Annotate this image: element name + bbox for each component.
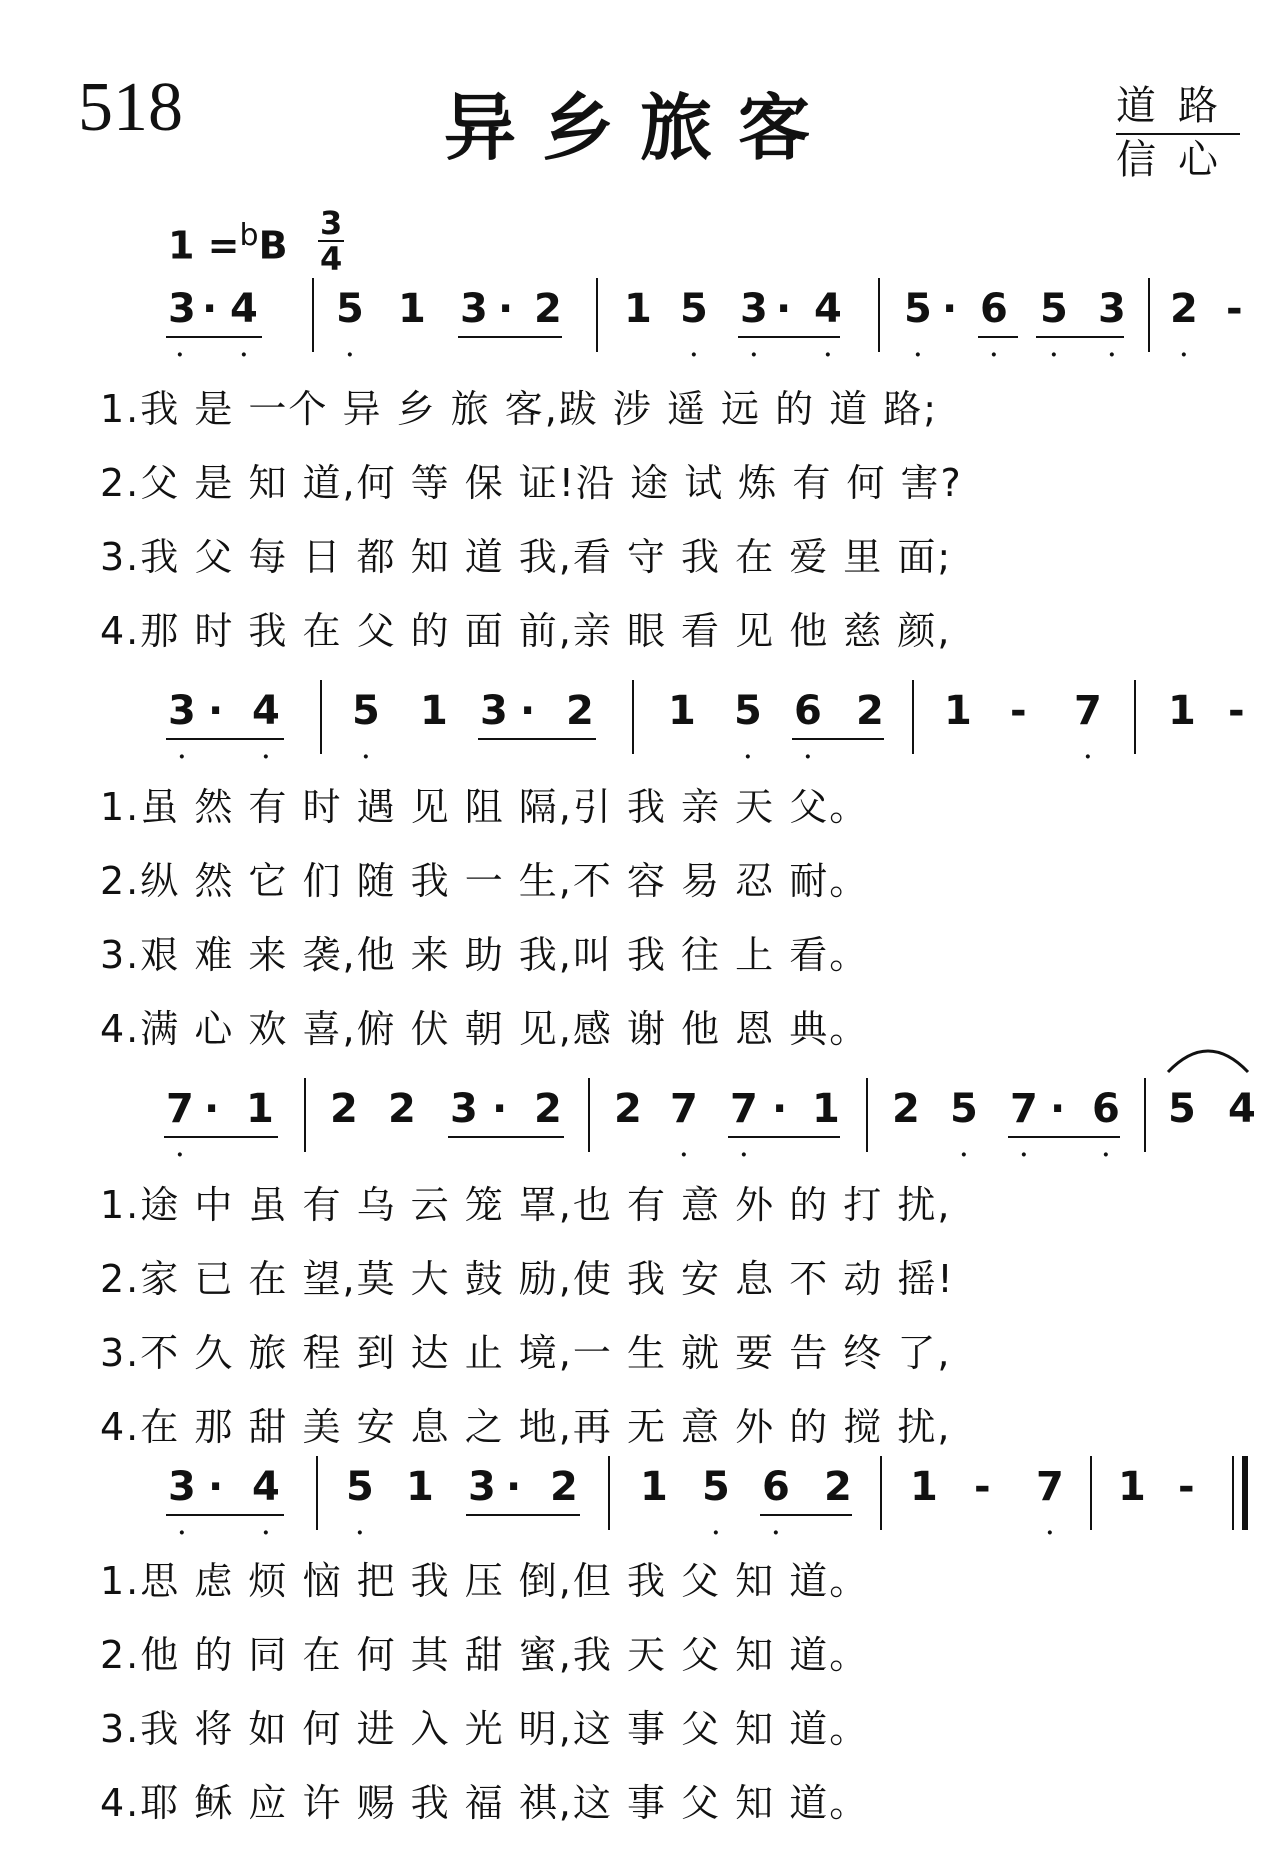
octave-dot: · <box>914 342 922 368</box>
flat-sign: b <box>239 218 259 253</box>
dash-mark: - <box>1226 286 1243 332</box>
verse-1-1: 1.我 是 一个 异 乡 旅 客,跋 涉 遥 远 的 道 路; <box>100 387 939 431</box>
beam-line <box>478 738 596 740</box>
note-number: 2 <box>534 286 562 332</box>
octave-dot: · <box>178 744 186 770</box>
note-number: 1 <box>398 286 426 332</box>
octave-dot: · <box>804 744 812 770</box>
note-number: 2 <box>550 1464 578 1510</box>
bar-line <box>878 278 880 352</box>
note-number: 6 <box>1092 1086 1120 1132</box>
hymn-number: 518 <box>78 69 183 146</box>
category-bottom: 信心 <box>1116 137 1240 183</box>
note-number: 2 <box>614 1086 642 1132</box>
verse-1-4: 4.那 时 我 在 父 的 面 前,亲 眼 看 见 他 慈 颜, <box>100 609 952 653</box>
octave-dot: · <box>744 744 752 770</box>
note-number: 5 <box>346 1464 374 1510</box>
note-number: 1 <box>944 688 972 734</box>
note-number: 3 <box>740 286 768 332</box>
note-number: 7 <box>1074 688 1102 734</box>
octave-dot: · <box>1046 1520 1054 1546</box>
verse-1-2: 2.父 是 知 道,何 等 保 证!沿 途 试 炼 有 何 害? <box>100 461 963 505</box>
note-number: 2 <box>892 1086 920 1132</box>
note-number: 5 <box>950 1086 978 1132</box>
note-number: 2 <box>388 1086 416 1132</box>
note-number: 5 <box>1040 286 1068 332</box>
dot-mark: · <box>942 286 958 332</box>
dot-mark: · <box>208 1464 224 1510</box>
bar-line <box>912 680 914 754</box>
beam-line <box>1036 336 1124 338</box>
dot-mark: · <box>772 1086 788 1132</box>
bar-line <box>596 278 598 352</box>
key-signature <box>168 218 288 268</box>
note-number: 2 <box>856 688 884 734</box>
octave-dot: · <box>176 1142 184 1168</box>
octave-dot: · <box>240 342 248 368</box>
octave-dot: · <box>750 342 758 368</box>
dash-mark: - <box>1228 688 1245 734</box>
note-number: 3 <box>1098 286 1126 332</box>
dot-mark: · <box>498 286 514 332</box>
verse-3-2: 2.家 已 在 望,莫 大 鼓 励,使 我 安 息 不 动 摇! <box>100 1257 955 1301</box>
bar-line <box>1232 1456 1234 1530</box>
note-number: 3 <box>450 1086 478 1132</box>
note-number: 3 <box>168 688 196 734</box>
note-number: 5 <box>336 286 364 332</box>
bar-line <box>1144 1078 1146 1152</box>
octave-dot: · <box>1180 342 1188 368</box>
octave-dot: · <box>262 1520 270 1546</box>
key-prefix: 1 = <box>168 223 240 268</box>
note-number: 2 <box>566 688 594 734</box>
note-number: 5 <box>702 1464 730 1510</box>
note-number: 7 <box>730 1086 758 1132</box>
note-number: 1 <box>624 286 652 332</box>
beam-line <box>164 1136 278 1138</box>
dot-mark: · <box>202 286 218 332</box>
dash-mark: - <box>974 1464 991 1510</box>
verse-4-4: 4.耶 稣 应 许 赐 我 福 祺,这 事 父 知 道。 <box>100 1781 870 1825</box>
beam-line <box>738 336 840 338</box>
octave-dot: · <box>824 342 832 368</box>
note-number: 4 <box>814 286 842 332</box>
beam-line <box>466 1514 580 1516</box>
bar-line <box>1090 1456 1092 1530</box>
octave-dot: · <box>178 1520 186 1546</box>
beam-line <box>792 738 884 740</box>
beam-line <box>448 1136 564 1138</box>
note-number: 7 <box>166 1086 194 1132</box>
notation-line-1 <box>0 272 1280 368</box>
verse-4-1: 1.思 虑 烦 恼 把 我 压 倒,但 我 父 知 道。 <box>100 1559 870 1603</box>
note-number: 3 <box>168 1464 196 1510</box>
octave-dot: · <box>176 342 184 368</box>
verse-3-4: 4.在 那 甜 美 安 息 之 地,再 无 意 外 的 搅 扰, <box>100 1405 952 1449</box>
verse-4-3: 3.我 将 如 何 进 入 光 明,这 事 父 知 道。 <box>100 1707 870 1751</box>
time-signature <box>318 206 344 276</box>
octave-dot: · <box>990 342 998 368</box>
dot-mark: · <box>520 688 536 734</box>
bar-line <box>312 278 314 352</box>
note-number: 5 <box>904 286 932 332</box>
dash-mark: - <box>1010 688 1027 734</box>
key-note: B <box>258 223 288 268</box>
note-number: 1 <box>640 1464 668 1510</box>
octave-dot: · <box>960 1142 968 1168</box>
verse-2-1: 1.虽 然 有 时 遇 见 阻 隔,引 我 亲 天 父。 <box>100 785 870 829</box>
bar-line <box>632 680 634 754</box>
note-number: 4 <box>1228 1086 1256 1132</box>
note-number: 6 <box>794 688 822 734</box>
octave-dot: · <box>356 1520 364 1546</box>
bar-line <box>1242 1456 1248 1530</box>
bar-line <box>880 1456 882 1530</box>
bar-line <box>1134 680 1136 754</box>
notation-line-3 <box>0 1072 1280 1168</box>
octave-dot: · <box>1050 342 1058 368</box>
verse-2-4: 4.满 心 欢 喜,俯 伏 朝 见,感 谢 他 恩 典。 <box>100 1007 870 1051</box>
note-number: 6 <box>980 286 1008 332</box>
note-number: 2 <box>330 1086 358 1132</box>
verse-3-3: 3.不 久 旅 程 到 达 止 境,一 生 就 要 告 终 了, <box>100 1331 952 1375</box>
note-number: 2 <box>1170 286 1198 332</box>
hymn-title: 异乡旅客 <box>443 86 836 170</box>
note-number: 1 <box>668 688 696 734</box>
note-number: 1 <box>910 1464 938 1510</box>
verse-2-3: 3.艰 难 来 袭,他 来 助 我,叫 我 往 上 看。 <box>100 933 870 977</box>
note-number: 3 <box>168 286 196 332</box>
category-top: 道路 <box>1116 74 1240 135</box>
octave-dot: · <box>362 744 370 770</box>
bar-line <box>588 1078 590 1152</box>
beam-line <box>978 336 1018 338</box>
octave-dot: · <box>712 1520 720 1546</box>
verse-2-2: 2.纵 然 它 们 随 我 一 生,不 容 易 忍 耐。 <box>100 859 870 903</box>
beam-line <box>1008 1136 1120 1138</box>
octave-dot: · <box>1108 342 1116 368</box>
note-number: 5 <box>352 688 380 734</box>
verse-4-2: 2.他 的 同 在 何 其 甜 蜜,我 天 父 知 道。 <box>100 1633 870 1677</box>
octave-dot: · <box>262 744 270 770</box>
octave-dot: · <box>680 1142 688 1168</box>
octave-dot: · <box>772 1520 780 1546</box>
beam-line <box>458 336 562 338</box>
time-top: 3 <box>320 204 343 242</box>
bar-line <box>316 1456 318 1530</box>
note-number: 2 <box>824 1464 852 1510</box>
octave-dot: · <box>690 342 698 368</box>
dot-mark: · <box>776 286 792 332</box>
notation-line-2 <box>0 674 1280 770</box>
slur-mark <box>1164 1036 1254 1076</box>
dot-mark: · <box>492 1086 508 1132</box>
bar-line <box>320 680 322 754</box>
dot-mark: · <box>204 1086 220 1132</box>
beam-line <box>728 1136 840 1138</box>
bar-line <box>1148 278 1150 352</box>
dot-mark: · <box>506 1464 522 1510</box>
note-number: 4 <box>252 688 280 734</box>
bar-line <box>608 1456 610 1530</box>
beam-line <box>166 1514 284 1516</box>
note-number: 7 <box>1010 1086 1038 1132</box>
note-number: 1 <box>420 688 448 734</box>
note-number: 2 <box>534 1086 562 1132</box>
note-number: 7 <box>670 1086 698 1132</box>
note-number: 7 <box>1036 1464 1064 1510</box>
dot-mark: · <box>1050 1086 1066 1132</box>
dash-mark: - <box>1178 1464 1195 1510</box>
dot-mark: · <box>208 688 224 734</box>
octave-dot: · <box>1102 1142 1110 1168</box>
note-number: 4 <box>252 1464 280 1510</box>
bar-line <box>866 1078 868 1152</box>
note-number: 1 <box>406 1464 434 1510</box>
octave-dot: · <box>740 1142 748 1168</box>
beam-line <box>166 336 262 338</box>
beam-line <box>166 738 284 740</box>
bar-line <box>304 1078 306 1152</box>
note-number: 6 <box>762 1464 790 1510</box>
time-bottom: 4 <box>320 240 343 278</box>
note-number: 5 <box>680 286 708 332</box>
octave-dot: · <box>1084 744 1092 770</box>
note-number: 4 <box>230 286 258 332</box>
note-number: 5 <box>734 688 762 734</box>
verse-3-1: 1.途 中 虽 有 乌 云 笼 罩,也 有 意 外 的 打 扰, <box>100 1183 952 1227</box>
beam-line <box>760 1514 852 1516</box>
octave-dot: · <box>346 342 354 368</box>
note-number: 3 <box>468 1464 496 1510</box>
note-number: 1 <box>812 1086 840 1132</box>
note-number: 1 <box>1168 688 1196 734</box>
octave-dot: · <box>1020 1142 1028 1168</box>
notation-line-4 <box>0 1450 1280 1546</box>
note-number: 3 <box>480 688 508 734</box>
note-number: 3 <box>460 286 488 332</box>
note-number: 1 <box>246 1086 274 1132</box>
note-number: 5 <box>1168 1086 1196 1132</box>
verse-1-3: 3.我 父 每 日 都 知 道 我,看 守 我 在 爱 里 面; <box>100 535 953 579</box>
note-number: 1 <box>1118 1464 1146 1510</box>
